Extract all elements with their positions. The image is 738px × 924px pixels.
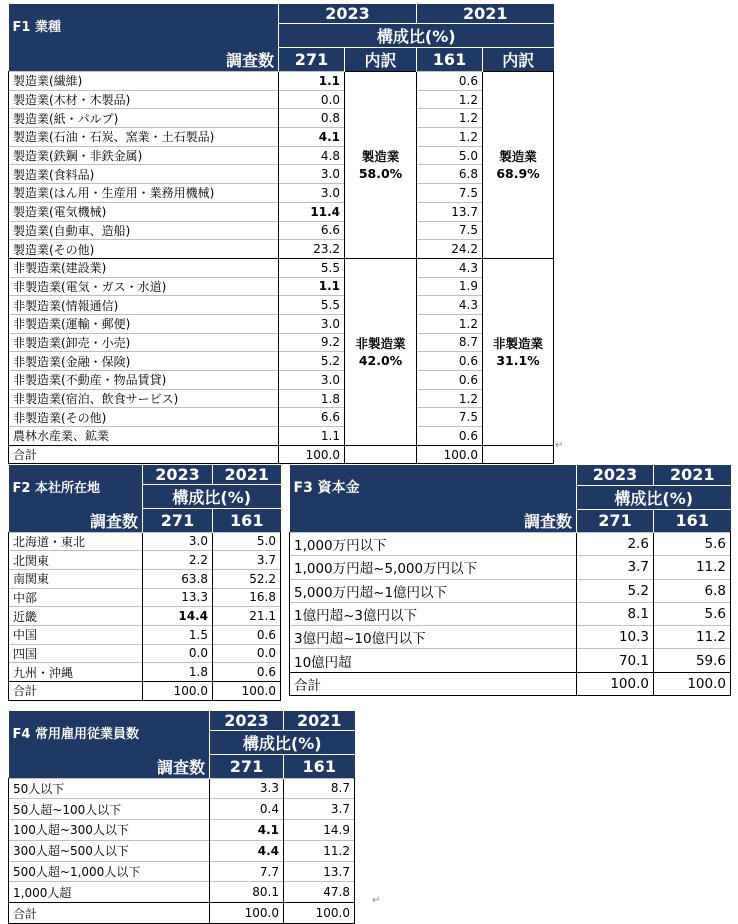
table-row — [290, 533, 731, 556]
n-label: 調査数 — [9, 509, 143, 533]
n-2023: 271 — [210, 755, 284, 779]
value-2021: 8.7 — [417, 333, 483, 352]
breakdown-pct: 31.1% — [496, 352, 540, 368]
empty-cell — [345, 445, 417, 464]
table-row — [9, 109, 554, 128]
row-label: 農林水産業、鉱業 — [9, 427, 279, 446]
breakdown-label-2023: 内訳 — [345, 48, 417, 72]
value-2023: 70.1 — [577, 649, 654, 672]
value-2023: 80.1 — [210, 882, 284, 903]
value-2021: 47.8 — [284, 882, 355, 903]
breakdown-name: 製造業 — [361, 148, 400, 164]
value-2021: 0.6 — [417, 427, 483, 446]
row-label: 非製造業(金融・保険) — [9, 352, 279, 371]
row-label: 製造業(自動車、造船) — [9, 221, 279, 240]
n-label: 調査数 — [290, 509, 577, 533]
value-2023: 6.6 — [279, 221, 345, 240]
row-label: 北関東 — [9, 551, 143, 570]
row-label: 非製造業(不動産・物品賃貸) — [9, 371, 279, 390]
n-2023: 271 — [143, 509, 213, 533]
value-2021: 4.3 — [417, 258, 483, 277]
row-label: 非製造業(電気・ガス・水道) — [9, 277, 279, 296]
table-row — [9, 445, 554, 464]
value-2021: 16.8 — [213, 588, 281, 607]
table-row — [9, 569, 281, 588]
value-2023: 0.0 — [279, 90, 345, 109]
value-2021: 100.0 — [284, 903, 355, 924]
year-2021: 2021 — [213, 465, 281, 485]
n-2021: 161 — [417, 48, 483, 72]
table-row — [9, 588, 281, 607]
value-2023: 5.2 — [279, 352, 345, 371]
value-2023: 5.5 — [279, 258, 345, 277]
year-2023: 2023 — [577, 465, 654, 485]
row-label: 中国 — [9, 625, 143, 644]
n-2023: 271 — [577, 509, 654, 533]
table-row — [9, 90, 554, 109]
row-label: 近畿 — [9, 607, 143, 626]
value-2021: 11.2 — [654, 626, 731, 649]
table-row — [9, 663, 281, 682]
value-2023: 1.1 — [279, 427, 345, 446]
value-2021: 0.6 — [417, 371, 483, 390]
value-2021: 100.0 — [213, 682, 281, 701]
row-label: 1,000万円超~5,000万円以下 — [290, 556, 577, 579]
value-2021: 7.5 — [417, 221, 483, 240]
row-label: 合計 — [9, 903, 210, 924]
table-row — [290, 672, 731, 695]
table-row — [9, 221, 554, 240]
value-2021: 1.9 — [417, 277, 483, 296]
table-row — [9, 352, 554, 371]
table-row — [9, 551, 281, 570]
n-label: 調査数 — [9, 755, 210, 779]
row-label: 合計 — [290, 672, 577, 695]
value-2021: 1.2 — [417, 90, 483, 109]
value-2023: 3.0 — [279, 314, 345, 333]
value-2021: 7.5 — [417, 408, 483, 427]
row-label: 九州・沖縄 — [9, 663, 143, 682]
ratio-label: 構成比(%) — [279, 24, 554, 48]
value-2021: 1.2 — [417, 314, 483, 333]
breakdown-pct: 58.0% — [358, 165, 403, 181]
table-row — [9, 333, 554, 352]
value-2023: 3.7 — [577, 556, 654, 579]
row-label: 50人超~100人以下 — [9, 799, 210, 820]
value-2021: 8.7 — [284, 778, 355, 799]
n-2021: 161 — [284, 755, 355, 779]
value-2023: 9.2 — [279, 333, 345, 352]
table-row — [9, 296, 554, 315]
table-row — [9, 371, 554, 390]
year-2021: 2021 — [417, 4, 554, 24]
value-2021: 52.2 — [213, 569, 281, 588]
value-2023: 4.1 — [279, 128, 345, 147]
value-2023: 3.0 — [279, 371, 345, 390]
row-label: 5,000万円超~1億円以下 — [290, 579, 577, 602]
value-2023: 100.0 — [577, 672, 654, 695]
industry-table — [8, 4, 554, 464]
row-label: 製造業(木材・木製品) — [9, 90, 279, 109]
value-2021: 7.5 — [417, 184, 483, 203]
table-row — [9, 389, 554, 408]
ratio-label: 構成比(%) — [143, 485, 281, 509]
table-row — [290, 602, 731, 625]
value-2023: 100.0 — [279, 445, 345, 464]
nonmfg-breakdown-2021 — [483, 258, 554, 445]
value-2021: 5.6 — [654, 533, 731, 556]
table-row — [9, 682, 281, 701]
value-2023: 14.4 — [143, 607, 213, 626]
value-2021: 0.6 — [417, 352, 483, 371]
value-2021: 3.7 — [213, 551, 281, 570]
value-2023: 7.7 — [210, 861, 284, 882]
value-2023: 6.6 — [279, 408, 345, 427]
n-2021: 161 — [213, 509, 281, 533]
table-row — [9, 184, 554, 203]
row-label: 1億円超~3億円以下 — [290, 602, 577, 625]
f1-title: F1 業種 — [9, 4, 279, 48]
table-row — [9, 778, 355, 799]
value-2021: 1.2 — [417, 128, 483, 147]
value-2023: 100.0 — [210, 903, 284, 924]
table-row — [9, 314, 554, 333]
table-row — [9, 840, 355, 861]
table-row — [290, 626, 731, 649]
value-2023: 1.1 — [279, 277, 345, 296]
row-label: 北海道・東北 — [9, 532, 143, 551]
value-2023: 4.1 — [210, 820, 284, 841]
table-row — [9, 146, 554, 165]
value-2023: 0.8 — [279, 109, 345, 128]
value-2023: 1.8 — [143, 663, 213, 682]
value-2023: 2.2 — [143, 551, 213, 570]
row-label: 製造業(その他) — [9, 240, 279, 259]
mfg-breakdown-2023 — [345, 72, 417, 259]
year-2023: 2023 — [210, 711, 284, 731]
breakdown-name: 製造業 — [499, 148, 537, 164]
table-row — [9, 625, 281, 644]
value-2021: 3.7 — [284, 799, 355, 820]
breakdown-label-2021: 内訳 — [483, 48, 554, 72]
n-label: 調査数 — [9, 48, 279, 72]
f4-title: F4 常用雇用従業員数 — [9, 711, 210, 755]
table-row — [9, 861, 355, 882]
value-2021: 14.9 — [284, 820, 355, 841]
n-2023: 271 — [279, 48, 345, 72]
row-label: 製造業(繊維) — [9, 72, 279, 91]
value-2021: 100.0 — [654, 672, 731, 695]
value-2023: 3.0 — [279, 184, 345, 203]
row-label: 1,000万円以下 — [290, 533, 577, 556]
table-row — [9, 202, 554, 221]
row-label: 100人超~300人以下 — [9, 820, 210, 841]
table-row — [9, 607, 281, 626]
nonmfg-breakdown-2023 — [345, 258, 417, 445]
value-2021: 59.6 — [654, 649, 731, 672]
row-label: 10億円超 — [290, 649, 577, 672]
value-2023: 4.8 — [279, 146, 345, 165]
hq-location-table — [8, 465, 281, 701]
table-row — [9, 903, 355, 924]
value-2021: 21.1 — [213, 607, 281, 626]
capital-table — [289, 465, 731, 696]
row-label: 製造業(紙・パルプ) — [9, 109, 279, 128]
row-label: 合計 — [9, 682, 143, 701]
table-row — [9, 258, 554, 277]
value-2021: 5.0 — [213, 532, 281, 551]
breakdown-name: 非製造業 — [355, 335, 406, 351]
value-2023: 5.5 — [279, 296, 345, 315]
row-label: 中部 — [9, 588, 143, 607]
value-2021: 6.8 — [417, 165, 483, 184]
breakdown-pct: 42.0% — [358, 352, 403, 368]
value-2023: 4.4 — [210, 840, 284, 861]
year-2021: 2021 — [654, 465, 731, 485]
value-2023: 1.1 — [279, 72, 345, 91]
row-label: 四国 — [9, 644, 143, 663]
table-row — [9, 408, 554, 427]
table-row — [290, 649, 731, 672]
row-label: 合計 — [9, 445, 279, 464]
breakdown-name: 非製造業 — [492, 335, 543, 351]
row-label: 非製造業(宿泊、飲食サービス) — [9, 389, 279, 408]
value-2021: 11.2 — [284, 840, 355, 861]
value-2023: 23.2 — [279, 240, 345, 259]
f2-title: F2 本社所在地 — [9, 465, 143, 509]
value-2023: 1.8 — [279, 389, 345, 408]
row-label: 製造業(石油・石炭、窯業・土石製品) — [9, 128, 279, 147]
table-row — [9, 128, 554, 147]
row-label: 製造業(はん用・生産用・業務用機械) — [9, 184, 279, 203]
row-label: 1,000人超 — [9, 882, 210, 903]
table-row — [9, 882, 355, 903]
year-2023: 2023 — [279, 4, 417, 24]
employee-count-table — [8, 711, 355, 924]
value-2023: 2.6 — [577, 533, 654, 556]
value-2021: 24.2 — [417, 240, 483, 259]
row-label: 300人超~500人以下 — [9, 840, 210, 861]
table-row — [9, 277, 554, 296]
ratio-label: 構成比(%) — [210, 731, 355, 755]
value-2023: 13.3 — [143, 588, 213, 607]
value-2021: 1.2 — [417, 109, 483, 128]
row-label: 製造業(食料品) — [9, 165, 279, 184]
value-2021: 6.8 — [654, 579, 731, 602]
row-label: 南関東 — [9, 569, 143, 588]
value-2023: 0.4 — [210, 799, 284, 820]
year-2021: 2021 — [284, 711, 355, 731]
row-label: 製造業(電気機械) — [9, 202, 279, 221]
value-2023: 11.4 — [279, 202, 345, 221]
table-row — [9, 644, 281, 663]
value-2021: 0.0 — [213, 644, 281, 663]
table-row — [9, 799, 355, 820]
row-label: 非製造業(情報通信) — [9, 296, 279, 315]
value-2021: 1.2 — [417, 389, 483, 408]
row-label: 50人以下 — [9, 778, 210, 799]
table-row — [9, 820, 355, 841]
value-2023: 3.0 — [279, 165, 345, 184]
value-2023: 100.0 — [143, 682, 213, 701]
value-2021: 0.6 — [417, 72, 483, 91]
value-2021: 11.2 — [654, 556, 731, 579]
value-2023: 5.2 — [577, 579, 654, 602]
value-2021: 0.6 — [213, 663, 281, 682]
mfg-breakdown-2021 — [483, 72, 554, 259]
value-2021: 5.6 — [654, 602, 731, 625]
row-label: 非製造業(建設業) — [9, 258, 279, 277]
value-2021: 100.0 — [417, 445, 483, 464]
row-label: 500人超~1,000人以下 — [9, 861, 210, 882]
table-row — [9, 72, 554, 91]
table-row — [290, 556, 731, 579]
row-label: 非製造業(運輸・郵便) — [9, 314, 279, 333]
value-2023: 63.8 — [143, 569, 213, 588]
row-label: 非製造業(その他) — [9, 408, 279, 427]
value-2023: 8.1 — [577, 602, 654, 625]
value-2021: 0.6 — [213, 625, 281, 644]
value-2023: 1.5 — [143, 625, 213, 644]
n-2021: 161 — [654, 509, 731, 533]
empty-cell — [483, 445, 554, 464]
row-label: 非製造業(卸売・小売) — [9, 333, 279, 352]
value-2023: 0.0 — [143, 644, 213, 663]
table-row — [290, 579, 731, 602]
table-row — [9, 427, 554, 446]
value-2021: 13.7 — [417, 202, 483, 221]
value-2023: 3.0 — [143, 532, 213, 551]
value-2021: 5.0 — [417, 146, 483, 165]
year-2023: 2023 — [143, 465, 213, 485]
value-2021: 13.7 — [284, 861, 355, 882]
breakdown-pct: 68.9% — [496, 165, 540, 181]
table-row — [9, 240, 554, 259]
table-row — [9, 165, 554, 184]
row-label: 3億円超~10億円以下 — [290, 626, 577, 649]
value-2023: 3.3 — [210, 778, 284, 799]
table-row — [9, 532, 281, 551]
f3-title: F3 資本金 — [290, 465, 577, 509]
value-2021: 4.3 — [417, 296, 483, 315]
ratio-label: 構成比(%) — [577, 485, 731, 509]
value-2023: 10.3 — [577, 626, 654, 649]
row-label: 製造業(鉄鋼・非鉄金属) — [9, 146, 279, 165]
